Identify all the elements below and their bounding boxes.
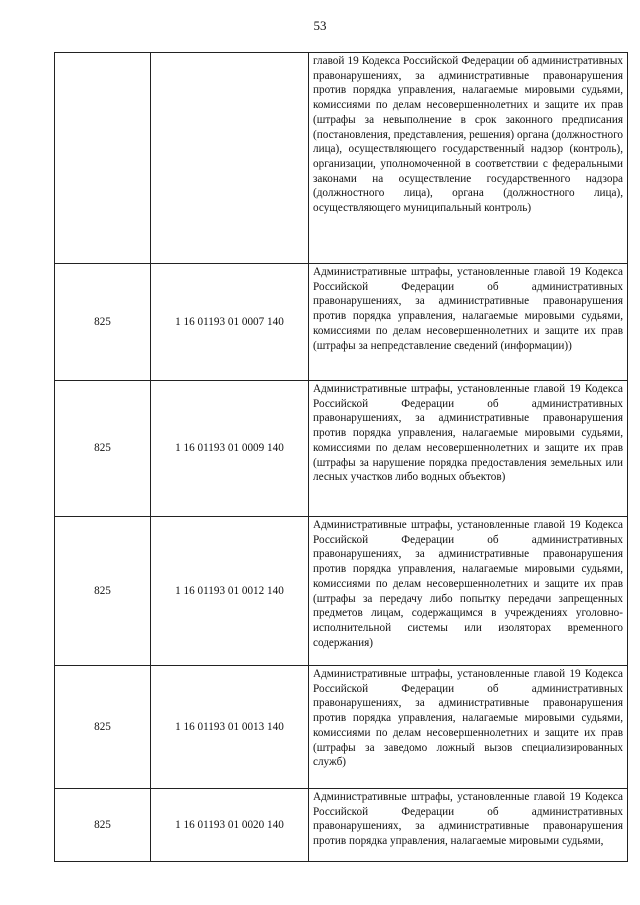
kbk-code-cell: 1 16 01193 01 0007 140 <box>151 264 309 381</box>
admin-code-cell <box>55 53 151 264</box>
admin-code-cell: 825 <box>55 381 151 517</box>
kbk-code-cell: 1 16 01193 01 0020 140 <box>151 789 309 862</box>
kbk-code-cell <box>151 53 309 264</box>
table-row <box>55 264 628 381</box>
page-number: 53 <box>313 18 327 33</box>
description-cell: Административные штрафы, установленные главой 19 Кодекса Российской Федерации об административных правонарушениях, за административные правонарушения против порядка управления, налагаемые мировыми судьями, комиссиями по делам несовершеннолетних и защите их прав (штрафы за непредставление сведений (информации)) <box>309 264 628 381</box>
table-row <box>55 517 628 666</box>
description-cell <box>309 789 628 862</box>
kbk-code-cell: 1 16 01193 01 0009 140 <box>151 381 309 517</box>
kbk-code-cell: 1 16 01193 01 0013 140 <box>151 666 309 789</box>
budget-classification-table <box>54 52 628 862</box>
table-row <box>55 666 628 789</box>
admin-code-cell: 825 <box>55 264 151 381</box>
description-cell: главой 19 Кодекса Российской Федерации об административных правонарушениях, за административные правонарушения против порядка управления, налагаемые мировыми судьями, комиссиями по делам несовершеннолетних и защите их прав (штрафы за невыполнение в срок законного предписания (постановления, представления, решения) органа (должностного лица), осуществляющего государственный надзор (контроль), организации, уполномоченной в соответствии с федеральными законами на осуществление государственного надзора (должностного лица), органа (должностного лица), осуществляющего муниципальный контроль) <box>309 53 628 264</box>
admin-code-cell: 825 <box>55 666 151 789</box>
description-cell: Административные штрафы, установленные главой 19 Кодекса Российской Федерации об административных правонарушениях, за административные правонарушения против порядка управления, налагаемые мировыми судьями, комиссиями по делам несовершеннолетних и защите их прав (штрафы за передачу либо попытку передачи запрещенных предметов лицам, содержащимся в учреждениях уголовно-исполнительной системы или изоляторах временного содержания) <box>309 517 628 666</box>
description-text: Административные штрафы, установленные главой 19 Кодекса Российской Федерации об административных правонарушениях, за административные правонарушения против порядка управления, налагаемые мировыми судьями, <box>313 791 623 848</box>
table-row <box>55 53 628 264</box>
table-row <box>55 789 628 862</box>
description-cell: Административные штрафы, установленные главой 19 Кодекса Российской Федерации об административных правонарушениях, за административные правонарушения против порядка управления, налагаемые мировыми судьями, комиссиями по делам несовершеннолетних и защите их прав (штрафы за заведомо ложный вызов специализированных служб) <box>309 666 628 789</box>
kbk-code-cell: 1 16 01193 01 0012 140 <box>151 517 309 666</box>
description-cell: Административные штрафы, установленные главой 19 Кодекса Российской Федерации об административных правонарушениях, за административные правонарушения против порядка управления, налагаемые мировыми судьями, комиссиями по делам несовершеннолетних и защите их прав (штрафы за нарушение порядка предоставления земельных или лесных участков либо водных объектов) <box>309 381 628 517</box>
table-row <box>55 381 628 517</box>
admin-code-cell: 825 <box>55 789 151 862</box>
admin-code-cell: 825 <box>55 517 151 666</box>
